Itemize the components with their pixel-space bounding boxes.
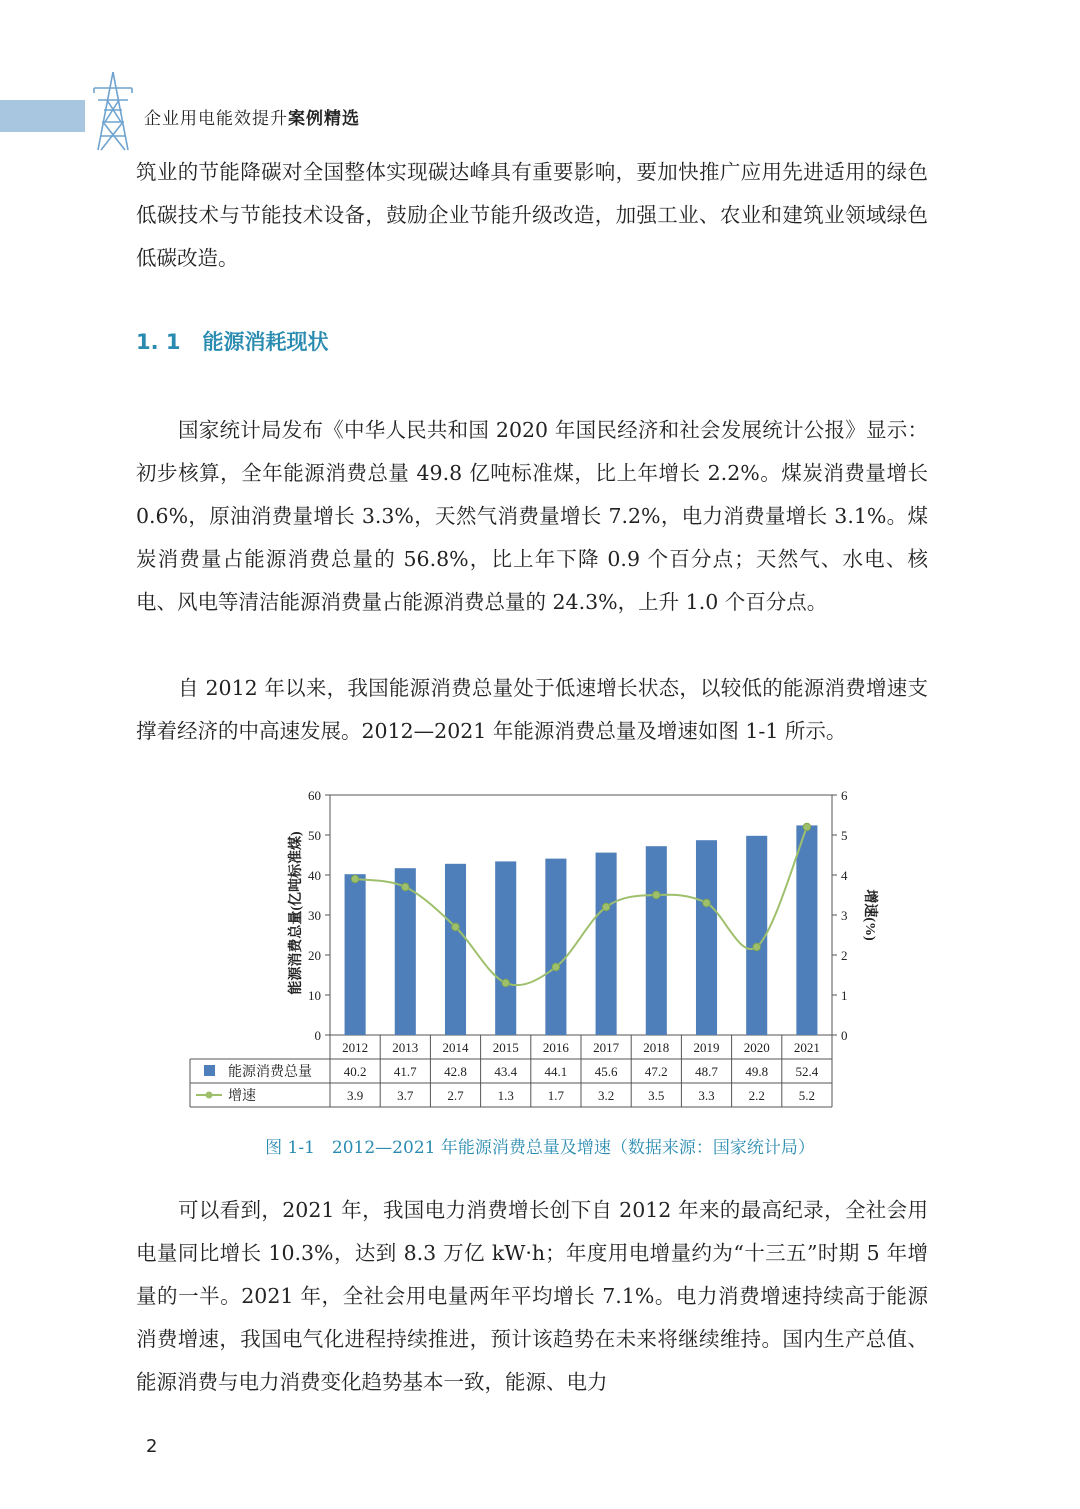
bar-energy-2020 bbox=[746, 836, 767, 1035]
growth-point-2012 bbox=[351, 875, 359, 883]
x-tick-label: 2012 bbox=[342, 1040, 369, 1055]
table-value-energy: 41.7 bbox=[393, 1064, 417, 1079]
energy-consumption-chart bbox=[186, 780, 877, 1115]
x-tick-label: 2020 bbox=[743, 1040, 770, 1055]
y2-tick-label: 4 bbox=[841, 868, 848, 883]
legend-line-marker bbox=[206, 1092, 213, 1099]
table-value-growth: 3.2 bbox=[597, 1088, 615, 1103]
table-value-growth: 3.9 bbox=[346, 1088, 364, 1103]
x-tick-label: 2016 bbox=[542, 1040, 569, 1055]
table-value-growth: 3.5 bbox=[648, 1088, 665, 1103]
table-value-energy: 43.4 bbox=[494, 1064, 518, 1079]
growth-point-2018 bbox=[653, 891, 661, 899]
x-tick-label: 2015 bbox=[492, 1040, 519, 1055]
table-value-energy: 47.2 bbox=[644, 1064, 668, 1079]
y2-tick-label: 2 bbox=[841, 948, 848, 963]
bar-energy-2015 bbox=[495, 861, 516, 1035]
y-tick-label: 60 bbox=[308, 788, 321, 803]
paragraph-intro: 筑业的节能降碳对全国整体实现碳达峰具有重要影响，要加快推广应用先进适用的绿色低碳技术与节能技术设备，鼓励企业节能升级改造，加强工业、农业和建筑业领域绿色低碳改造。 bbox=[136, 160, 928, 270]
paragraph-trend: 自 2012 年以来，我国能源消费总量处于低速增长状态，以较低的能源消费增速支撑着经济的中高速发展。2012—2021 年能源消费总量及增速如图 1-1 所示。 bbox=[136, 676, 928, 743]
y-tick-label: 30 bbox=[308, 908, 321, 923]
x-tick-label: 2018 bbox=[643, 1040, 670, 1055]
y-tick-label: 0 bbox=[314, 1028, 321, 1043]
figure-caption: 图 1-1 2012—2021 年能源消费总量及增速（数据来源：国家统计局） bbox=[265, 1138, 815, 1158]
growth-line bbox=[355, 827, 807, 985]
growth-point-2017 bbox=[602, 903, 610, 911]
bar-energy-2018 bbox=[646, 846, 667, 1035]
bar-energy-2019 bbox=[696, 840, 717, 1035]
bar-energy-2014 bbox=[445, 864, 466, 1035]
chart-svg bbox=[186, 780, 877, 1115]
y-tick-label: 50 bbox=[308, 828, 321, 843]
book-title-plain: 企业用电能效提升 bbox=[144, 109, 288, 129]
y2-tick-label: 0 bbox=[841, 1028, 848, 1043]
legend-label-energy: 能源消费总量 bbox=[228, 1065, 312, 1080]
power-tower-icon bbox=[90, 70, 136, 152]
table-value-growth: 1.3 bbox=[497, 1088, 514, 1103]
legend-bar-swatch bbox=[204, 1065, 215, 1076]
table-value-growth: 2.7 bbox=[447, 1088, 464, 1103]
x-tick-label: 2017 bbox=[593, 1040, 620, 1055]
table-value-growth: 5.2 bbox=[798, 1088, 816, 1103]
growth-point-2019 bbox=[703, 899, 711, 907]
y-tick-label: 20 bbox=[308, 948, 321, 963]
table-value-energy: 45.6 bbox=[594, 1064, 618, 1079]
paragraph-electricity: 可以看到，2021 年，我国电力消费增长创下自 2012 年来的最高纪录，全社会用电量同比增长 10.3%，达到 8.3 万亿 kW·h；年度用电增量约为“十三五”时期 5 年增量的一半。2021 年，全社会用电量两年平均增长 7.1%。电力消费增速持续高于能源消费增速，我国电气化进程持续推进，预计该趋势在未来将继续维持。国内生产总值、能源消费与电力消费变化趋势基本一致，能源、电力 bbox=[136, 1198, 928, 1394]
growth-point-2021 bbox=[803, 823, 811, 831]
growth-point-2020 bbox=[753, 943, 761, 951]
table-value-growth: 2.2 bbox=[748, 1088, 765, 1103]
table-value-growth: 1.7 bbox=[547, 1088, 565, 1103]
y2-axis-label: 增速(%) bbox=[862, 889, 877, 941]
page-number: 2 bbox=[146, 1436, 158, 1457]
table-value-energy: 52.4 bbox=[795, 1064, 819, 1079]
growth-point-2015 bbox=[502, 979, 510, 987]
y-tick-label: 10 bbox=[308, 988, 321, 1003]
paragraph-statistics: 国家统计局发布《中华人民共和国 2020 年国民经济和社会发展统计公报》显示：初步核算，全年能源消费总量 49.8 亿吨标准煤，比上年增长 2.2%。煤炭消费量增长 0.6%，原油消费量增长 3.3%，天然气消费量增长 7.2%，电力消费量增长 3.1%。煤炭消费量占能源消费总量的 56.8%，比上年下降 0.9 个百分点；天然气、水电、核电、风电等清洁能源消费量占能源消费总量的 24.3%，上升 1.0 个百分点。 bbox=[136, 418, 928, 614]
header-band bbox=[0, 100, 85, 132]
y2-tick-label: 3 bbox=[841, 908, 848, 923]
y-axis-label: 能源消费总量(亿吨标准煤) bbox=[289, 831, 304, 995]
x-tick-label: 2019 bbox=[693, 1040, 720, 1055]
growth-point-2014 bbox=[452, 923, 460, 931]
y2-tick-label: 5 bbox=[841, 828, 848, 843]
bar-energy-2012 bbox=[345, 874, 366, 1035]
table-value-growth: 3.7 bbox=[397, 1088, 414, 1103]
table-value-growth: 3.3 bbox=[698, 1088, 715, 1103]
y-tick-label: 40 bbox=[308, 868, 321, 883]
book-title-bold: 案例精选 bbox=[288, 109, 360, 129]
x-tick-label: 2021 bbox=[793, 1040, 820, 1055]
x-tick-label: 2013 bbox=[392, 1040, 419, 1055]
bar-energy-2016 bbox=[545, 859, 566, 1035]
section-number: 1. 1 bbox=[136, 330, 181, 354]
bar-energy-2021 bbox=[796, 825, 817, 1035]
bar-energy-2017 bbox=[596, 853, 617, 1035]
section-title: 能源消耗现状 bbox=[202, 330, 329, 354]
table-value-energy: 49.8 bbox=[745, 1064, 769, 1079]
book-title bbox=[144, 104, 360, 129]
section-heading bbox=[136, 326, 329, 356]
growth-point-2013 bbox=[402, 883, 410, 891]
table-value-energy: 48.7 bbox=[695, 1064, 718, 1079]
y2-tick-label: 6 bbox=[841, 788, 848, 803]
legend-label-growth: 增速 bbox=[228, 1089, 256, 1104]
table-value-energy: 44.1 bbox=[544, 1064, 568, 1079]
bar-energy-2013 bbox=[395, 868, 416, 1035]
table-value-energy: 42.8 bbox=[444, 1064, 467, 1079]
table-value-energy: 40.2 bbox=[343, 1064, 367, 1079]
y2-tick-label: 1 bbox=[841, 988, 848, 1003]
growth-point-2016 bbox=[552, 963, 560, 971]
x-tick-label: 2014 bbox=[442, 1040, 469, 1055]
